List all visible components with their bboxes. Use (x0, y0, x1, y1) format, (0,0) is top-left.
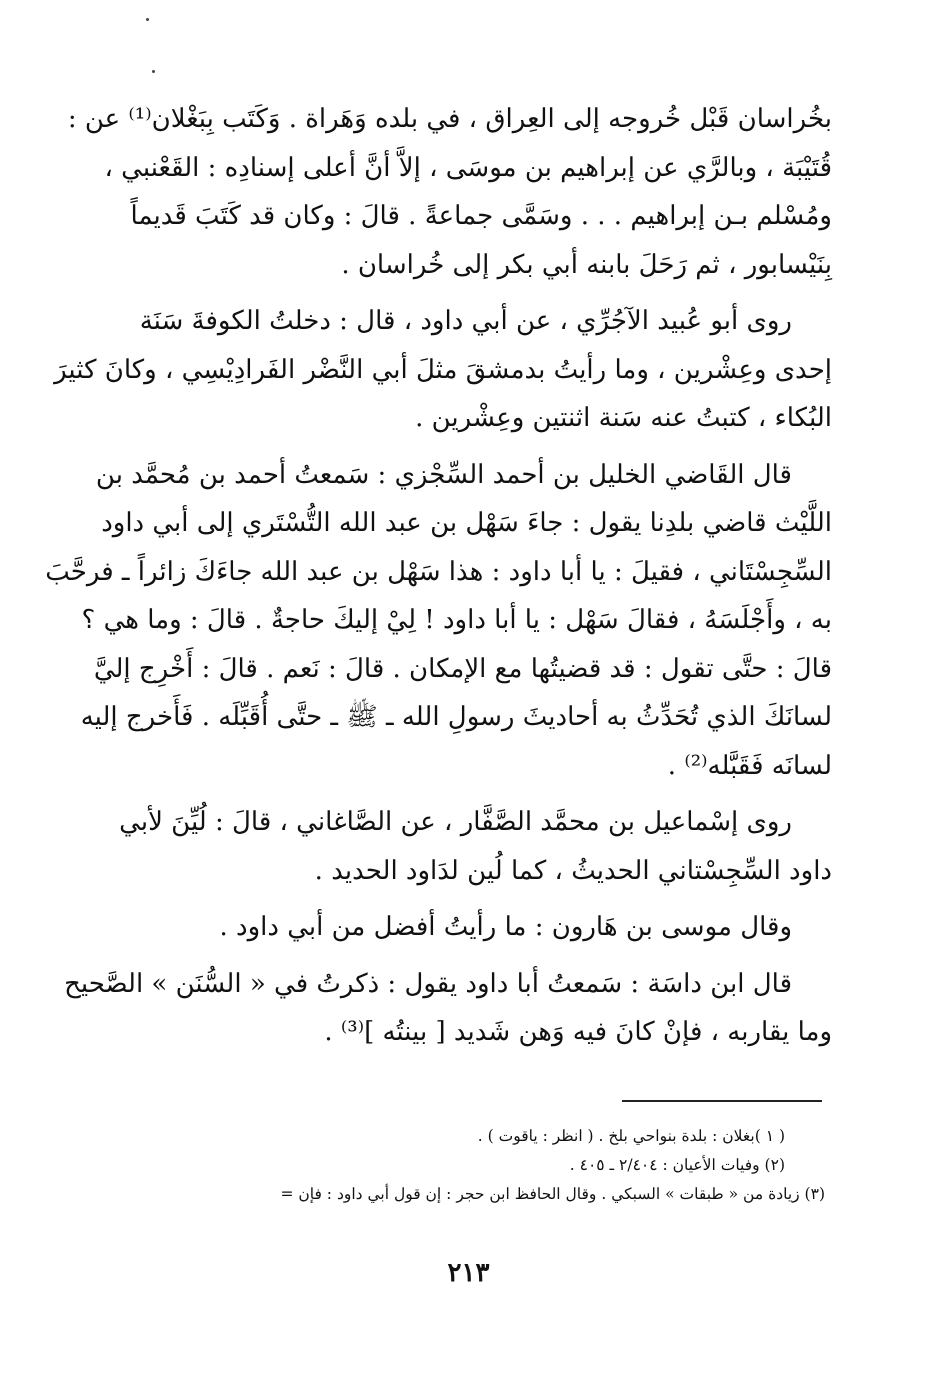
text-line: روى أبو عُبيد الآجُرِّي ، عن أبي داود ، قال : دخلتُ الكوفةَ سَنَة (139, 306, 792, 336)
scan-speck (146, 18, 149, 21)
text-line: داود السِّجِسْتاني الحديثُ ، كما لُين لدَاود الحديد . (314, 855, 832, 886)
scan-speck (152, 70, 155, 73)
text-line: بخُراسان قَبْل خُروجه إلى العِراق ، في بلده وَهَراة . وَكَتَب بِبَغْلان⁽¹⁾ عن : (67, 104, 832, 134)
main-text (45, 95, 832, 1057)
footnote-separator (622, 1100, 822, 1102)
footnotes (145, 1122, 825, 1209)
paragraph-4 (119, 798, 832, 895)
text-line: لسانَه فَقَبَّله⁽²⁾ . (667, 750, 832, 781)
text-line: لسانَكَ الذي تُحَدِّثُ به أحاديثَ رسولِ الله ـ ﷺ ـ حتَّى أُقَبِّلَه . فَأَخرج إليه (80, 702, 832, 732)
paragraph-5 (167, 903, 832, 952)
footnote-3: (٣) زيادة من « طبقات » السبكي . وقال الحافظ ابن حجر : إن قول أبي داود : فإن = (280, 1185, 825, 1203)
paragraph-2 (54, 297, 832, 443)
paragraph-6 (64, 960, 832, 1057)
text-line: إحدى وعِشْرين ، وما رأيتُ بدمشقَ مثلَ أبي النَّضْر الفَرادِيْسِي ، وكانَ كثيرَ (54, 354, 832, 385)
text-line: روى إسْماعيل بن محمَّد الصَّفَّار ، عن الصَّاغاني ، قالَ : لُيِّنَ لأبي (119, 807, 792, 837)
footnote-2: (٢) وفيات الأعيان : ٢/٤٠٤ ـ ٤٠٥ . (569, 1156, 785, 1174)
text-line: بِنَيْسابور ، ثم رَحَلَ بابنه أبي بكر إلى خُراسان . (341, 249, 832, 280)
text-line: قال القَاضي الخليل بن أحمد السِّجْزي : سَمعتُ أحمد بن مُحمَّد بن (95, 459, 792, 490)
text-line: قال ابن داسَة : سَمعتُ أبا داود يقول : ذكرتُ في « السُّنَن » الصَّحيح (64, 968, 792, 999)
text-line: وما يقاربه ، فإنْ كانَ فيه وَهن شَديد [ بينتُه ]⁽³⁾ . (324, 1017, 832, 1047)
text-line: وقال موسى بن هَارون : ما رأيتُ أفضل من أبي داود . (219, 912, 792, 942)
paragraph-3 (45, 451, 832, 791)
paragraph-1 (67, 95, 832, 289)
text-line: قالَ : حتَّى تقول : قد قضيتُها مع الإمكان . قالَ : نَعم . قالَ : أَخْرِج إليَّ (93, 653, 832, 684)
text-line: السِّجِسْتَاني ، فقيلَ : يا أبا داود : هذا سَهْل بن عبد الله جاءَكَ زائراً ـ فرحَّبَ (45, 556, 832, 587)
text-line: ومُسْلم بـن إبراهيم . . . وسَمَّى جماعةً . قالَ : وكان قد كَتَبَ قَديماً (130, 201, 832, 231)
text-line: به ، وأَجْلَسَهُ ، فقالَ سَهْل : يا أبا داود ! لِيْ إليكَ حاجةٌ . قالَ : وما هي ؟ (81, 605, 832, 635)
text-line: قُتَيْبَة ، وبالرَّي عن إبراهيم بن موسَى ، إلاَّ أنَّ أعلى إسنادِه : القَعْنبي ، (104, 152, 832, 183)
text-line: اللَّيْث قاضي بلدِنا يقول : جاءَ سَهْل بن عبد الله التُّسْتَري إلى أبي داود (101, 508, 832, 538)
text-line: البُكاء ، كتبتُ عنه سَنة اثنتين وعِشْرين . (415, 403, 832, 433)
footnote-1: ( ١ )بغلان : بلدة بنواحي بلخ . ( انظر : ياقوت ) . (477, 1127, 785, 1145)
page-number: ٢١٣ (447, 1258, 490, 1288)
